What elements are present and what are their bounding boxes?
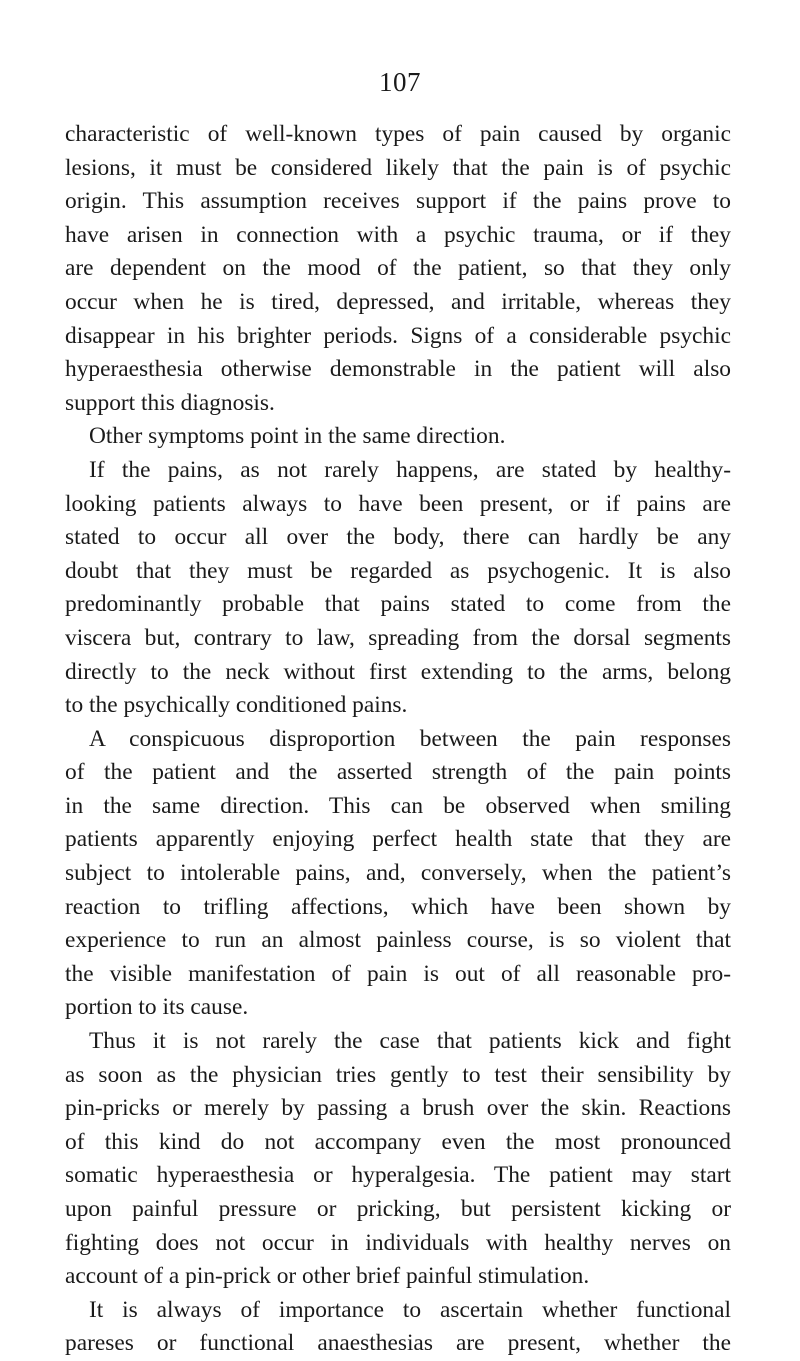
text-line: doubt that they must be regarded as psychogenic. It is also	[65, 557, 731, 584]
text-line: characteristic of well-known types of pain caused by organic	[65, 121, 731, 147]
text-line: the visible manifestation of pain is out of all reasonable pro-	[65, 960, 731, 987]
text-line: upon painful pressure or pricking, but persistent kicking or	[65, 1196, 731, 1222]
text-line: lesions, it must be considered likely that the pain is of psychic	[65, 154, 731, 181]
paragraph	[65, 118, 731, 420]
text-line: A conspicuous disproportion between the pain responses	[89, 725, 731, 752]
text-line: of this kind do not accompany even the most pronounced	[65, 1128, 731, 1155]
text-line: viscera but, contrary to law, spreading from the dorsal segments	[65, 624, 731, 651]
text-line: in the same direction. This can be observed when smiling	[65, 792, 731, 819]
text-line: as soon as the physician tries gently to test their sensibility by	[65, 1061, 731, 1088]
paragraph	[65, 454, 731, 723]
text-line: Thus it is not rarely the case that patients kick and fight	[89, 1028, 731, 1055]
paragraph	[65, 1294, 731, 1361]
text-line: looking patients always to have been present, or if pains are	[65, 490, 731, 517]
page-number: 107	[379, 67, 421, 97]
body-text	[65, 118, 731, 1361]
paragraph	[65, 723, 731, 1025]
text-line: account of a pin-prick or other brief painful stimulation.	[65, 1263, 590, 1290]
text-line: Other symptoms point in the same direction.	[89, 423, 506, 450]
text-line: predominantly probable that pains stated to come from the	[65, 591, 731, 618]
paragraph	[65, 420, 731, 454]
text-line: somatic hyperaesthesia or hyperalgesia. The patient may start	[65, 1162, 731, 1189]
text-line: stated to occur all over the body, there can hardly be any	[65, 524, 731, 551]
text-line: support this diagnosis.	[65, 389, 275, 416]
text-line: disappear in his brighter periods. Signs of a considerable psychic	[65, 322, 731, 349]
text-line: patients apparently enjoying perfect health state that they are	[65, 826, 731, 853]
paragraph	[65, 1025, 731, 1294]
text-line: If the pains, as not rarely happens, are stated by healthy-	[89, 456, 731, 483]
text-line: to the psychically conditioned pains.	[65, 692, 408, 719]
text-line: are dependent on the mood of the patient, so that they only	[65, 255, 731, 282]
text-line: have arisen in connection with a psychic trauma, or if they	[65, 221, 731, 248]
text-line: origin. This assumption receives support if the pains prove to	[65, 188, 731, 215]
text-line: experience to run an almost painless course, is so violent that	[65, 927, 731, 954]
text-line: It is always of importance to ascertain whether functional	[89, 1296, 731, 1323]
text-line: reaction to trifling affections, which have been shown by	[65, 893, 731, 920]
text-line: pin-pricks or merely by passing a brush over the skin. Reactions	[65, 1095, 731, 1122]
text-line: occur when he is tired, depressed, and irritable, whereas they	[65, 288, 731, 315]
text-line: hyperaesthesia otherwise demonstrable in the patient will also	[65, 356, 731, 383]
text-line: subject to intolerable pains, and, conversely, when the patient’s	[65, 860, 731, 887]
text-line: pareses or functional anaesthesias are present, whether the	[65, 1330, 731, 1357]
text-line: fighting does not occur in individuals with healthy nerves on	[65, 1229, 731, 1256]
text-line: of the patient and the asserted strength of the pain points	[65, 759, 731, 786]
text-line: portion to its cause.	[65, 994, 249, 1021]
text-line: directly to the neck without first extending to the arms, belong	[65, 658, 731, 685]
